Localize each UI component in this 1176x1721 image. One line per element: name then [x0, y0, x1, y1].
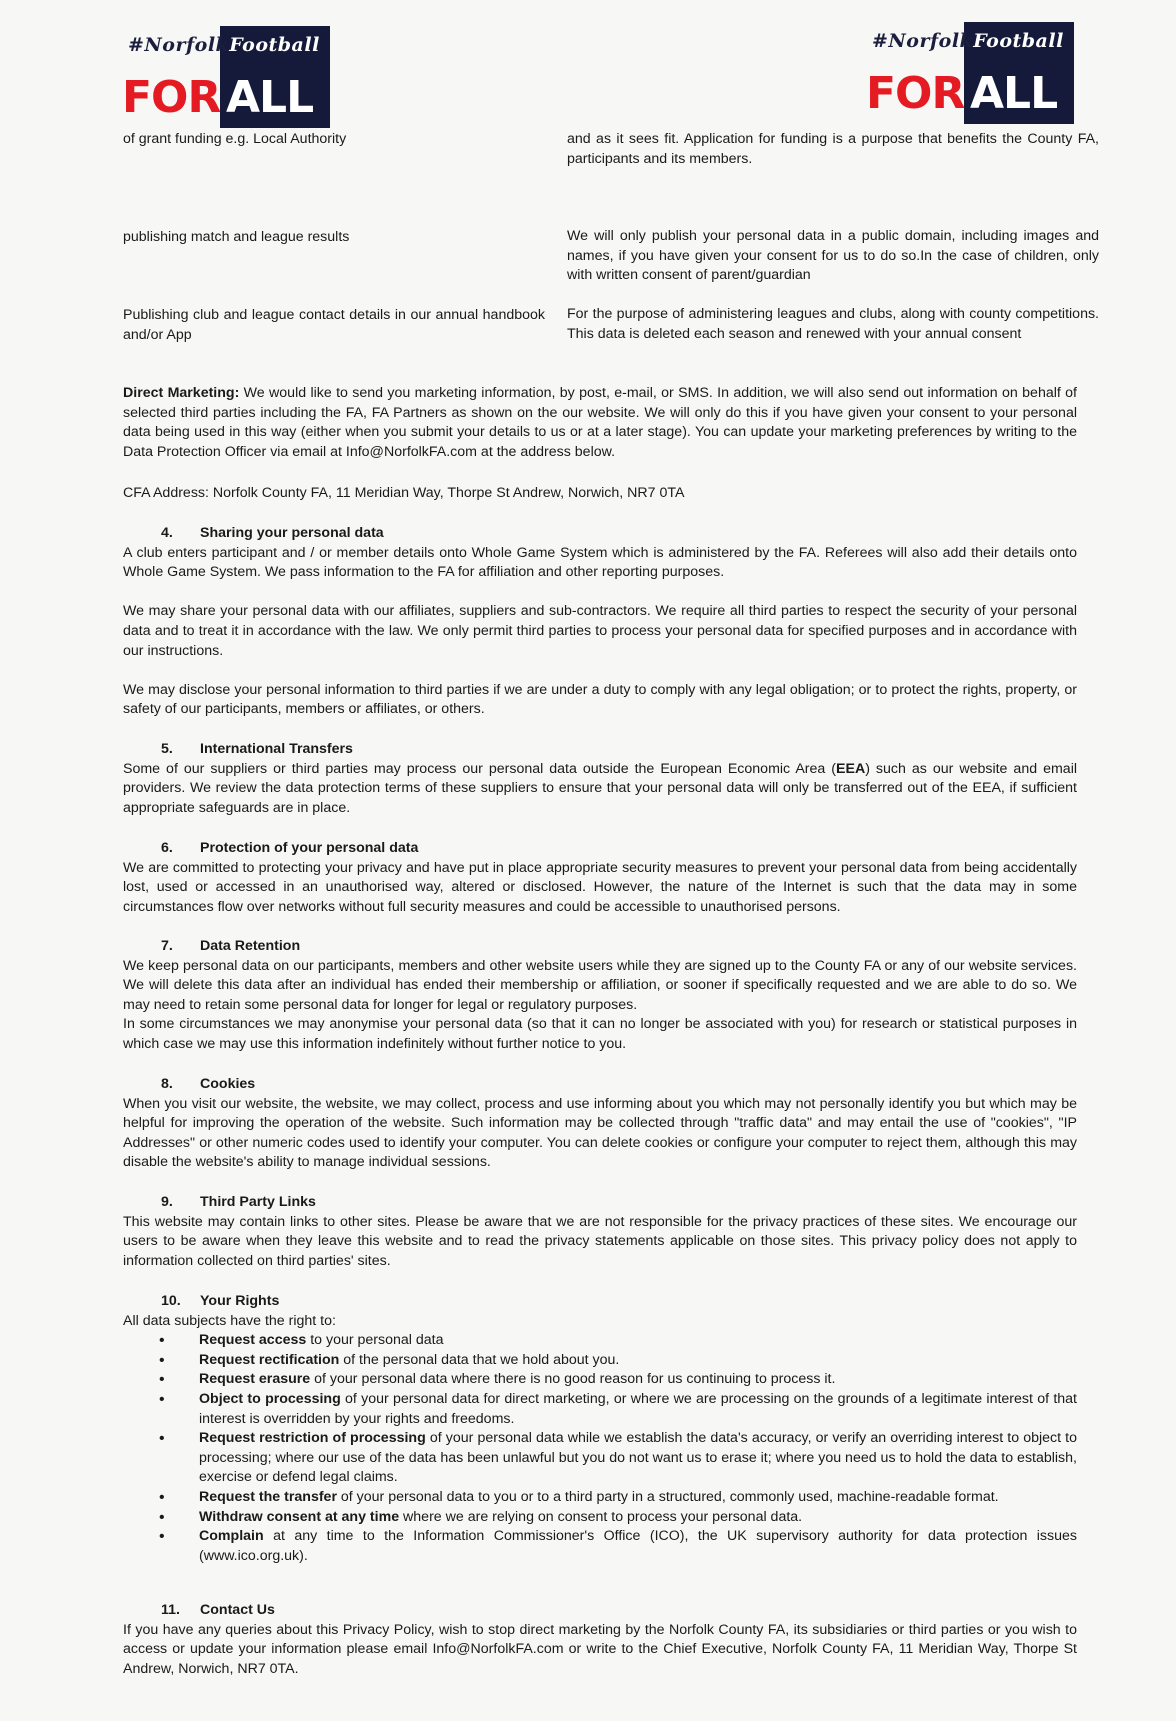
norfolk-football-for-all-logo-left — [122, 26, 330, 132]
logo-for-text: FOR — [866, 68, 965, 119]
list-item: • Withdraw consent at any time where we are relying on consent to process your personal data. — [123, 1508, 1077, 1528]
list-item: • Request rectification of the personal data that we hold about you. — [123, 1351, 1077, 1371]
section-paragraph: We may share your personal data with our affiliates, suppliers and sub-contractors. We require all third parties to respect the security of your personal data and to treat it in accordance with the law. We only permit third parties to process your personal data for specified purposes and in accordance with our instructions. — [123, 603, 1077, 659]
direct-marketing-paragraph — [123, 384, 1077, 462]
section-international-transfers — [123, 740, 1077, 818]
list-item: • Request erasure of your personal data where there is no good reason for us continuing to process it. — [123, 1370, 1077, 1390]
list-item: • Request restriction of processing of your personal data while we establish the data's accuracy, or verify an overriding interest to object to processing; where our use of the data has been unlawful but you do not want us to erase it; where you need us to hold the data to establish, exercise or defend legal claims. — [123, 1429, 1077, 1488]
table-row-1-purpose: of grant funding e.g. Local Authority — [123, 131, 347, 147]
logo-hashtag: #NorfolkFootball — [128, 34, 320, 56]
section-paragraph: If you have any queries about this Privacy Policy, wish to stop direct marketing by the Norfolk County FA, its subsidiaries or third parties or you wish to access or update your information please email Info@NorfolkFA.com or write to the Chief Executive, Norfolk County FA, 11 Meridian Way, Thorpe St Andrew, Norwich, NR7 0TA. — [123, 1621, 1077, 1677]
list-item: • Complain at any time to the Information Commissioner's Office (ICO), the UK supervisory authority for data protection issues (www.ico.org.uk). — [123, 1527, 1077, 1566]
section-third-party-links — [123, 1193, 1077, 1271]
section-intro: All data subjects have the right to: — [123, 1312, 336, 1329]
section-contact-us — [123, 1601, 1077, 1679]
direct-marketing-text: We would like to send you marketing information, by post, e-mail, or SMS. In addition, we will also send out information on behalf of selected third parties including the FA, FA Partners as shown on the our website. We will only do this if you have given your consent to your personal data being used in this way (either when you submit your details to us or at a later stage). You can update your marketing preferences by writing to the Data Protection Officer via email at Info@NorfolkFA.com at the address below. — [123, 385, 1078, 460]
logo-hashtag: #NorfolkFootball — [872, 30, 1064, 52]
direct-marketing-label: Direct Marketing: — [123, 385, 240, 401]
table-row-3-basis: For the purpose of administering leagues and clubs, along with county competitions. This data is deleted each season and renewed with your annual consent — [567, 306, 1099, 342]
section-paragraph: When you visit our website, the website, we may collect, process and use informing about you which may not personally identify you but which may be helpful for improving the operation of the website. Such information may be collected through "traffic data" and may entail the use of "cookies", "IP Addresses" or other numeric codes used to identify your computer. You can delete cookies or configure your computer to reject them, although this may disable the website's ability to manage individual sessions. — [123, 1095, 1077, 1171]
section-heading: 10. Your Rights — [161, 1293, 280, 1309]
cfa-address — [123, 484, 1077, 504]
section-heading: 5. International Transfers — [161, 741, 353, 757]
section-heading: 11. Contact Us — [161, 1602, 275, 1618]
section-cookies — [123, 1075, 1077, 1173]
logo-all-text: ALL — [226, 72, 314, 123]
section-paragraph: We are committed to protecting your privacy and have put in place appropriate security measures to prevent your personal data from being accidentally lost, used or accessed in an unauthorised way, altered or disclosed. However, the nature of the Internet is such that the data may in some circumstances flow over networks without full security measures and could be accessible to unauthorised persons. — [123, 859, 1077, 915]
section-heading: 8. Cookies — [161, 1076, 256, 1092]
section-paragraph: This website may contain links to other sites. Please be aware that we are not responsible for the privacy practices of these sites. We encourage our users to be aware when they leave this website and to read the privacy statements applicable on those sites. This privacy policy does not apply to information collected on third parties' sites. — [123, 1213, 1077, 1269]
list-item: • Request the transfer of your personal data to you or to a third party in a structured, commonly used, machine-readable format. — [123, 1488, 1077, 1508]
section-paragraph: A club enters participant and / or member details onto Whole Game System which is administered by the FA. Referees will also add their details onto Whole Game System. We pass information to the FA for affiliation and other reporting purposes. — [123, 544, 1077, 581]
rights-list — [123, 1331, 1077, 1566]
table-row-3-purpose: Publishing club and league contact details in our annual handbook and/or App — [123, 307, 545, 343]
table-row-1-basis: and as it sees fit. Application for funding is a purpose that benefits the County FA, participants and its members. — [567, 131, 1099, 167]
section-paragraph: We may disclose your personal information to third parties if we are under a duty to comply with any legal obligation; or to protect the rights, property, or safety of our participants, members or affiliates, or others. — [123, 681, 1077, 718]
table-row-2-basis: We will only publish your personal data in a public domain, including images and names, if you have given your consent for us to do so.In the case of children, only with written consent of parent/guardian — [567, 228, 1099, 284]
section-sharing — [123, 524, 1077, 720]
section-heading: 6. Protection of your personal data — [161, 840, 419, 856]
list-item: • Object to processing of your personal data for direct marketing, or where we are processing on the grounds of a legitimate interest of that interest is overridden by your rights and freedoms. — [123, 1390, 1077, 1429]
table-row-2-purpose: publishing match and league results — [123, 229, 350, 245]
section-paragraph: Some of our suppliers or third parties may process our personal data outside the European Economic Area (EEA) such as our website and email providers. We review the data protection terms of these suppliers to ensure that your personal data will only be transferred out of the EEA, if sufficient appropriate safeguards are in place. — [123, 760, 1078, 816]
section-heading: 4. Sharing your personal data — [161, 525, 384, 541]
logo-all-text: ALL — [970, 68, 1058, 119]
cfa-address-text: CFA Address: Norfolk County FA, 11 Meridian Way, Thorpe St Andrew, Norwich, NR7 0TA — [123, 485, 685, 501]
section-paragraph: We keep personal data on our participants, members and other website users while they are signed up to the County FA or any of our website services. We will delete this data after an individual has ended their membership or affiliation, or sooner if specifically requested and we are able to do so. We may need to retain some personal data for longer for legal or regulatory purposes. — [123, 957, 1077, 1013]
logo-for-text: FOR — [122, 72, 221, 123]
list-item: • Request access to your personal data — [123, 1331, 1077, 1351]
section-heading: 9. Third Party Links — [161, 1194, 316, 1210]
section-paragraph: In some circumstances we may anonymise your personal data (so that it can no longer be associated with you) for research or statistical purposes in which case we may use this information indefinitely without further notice to you. — [123, 1016, 1077, 1052]
section-data-retention — [123, 937, 1077, 1055]
norfolk-football-for-all-logo-right — [866, 22, 1074, 128]
section-your-rights — [123, 1292, 1077, 1566]
section-heading: 7. Data Retention — [161, 938, 301, 954]
section-protection — [123, 839, 1077, 917]
